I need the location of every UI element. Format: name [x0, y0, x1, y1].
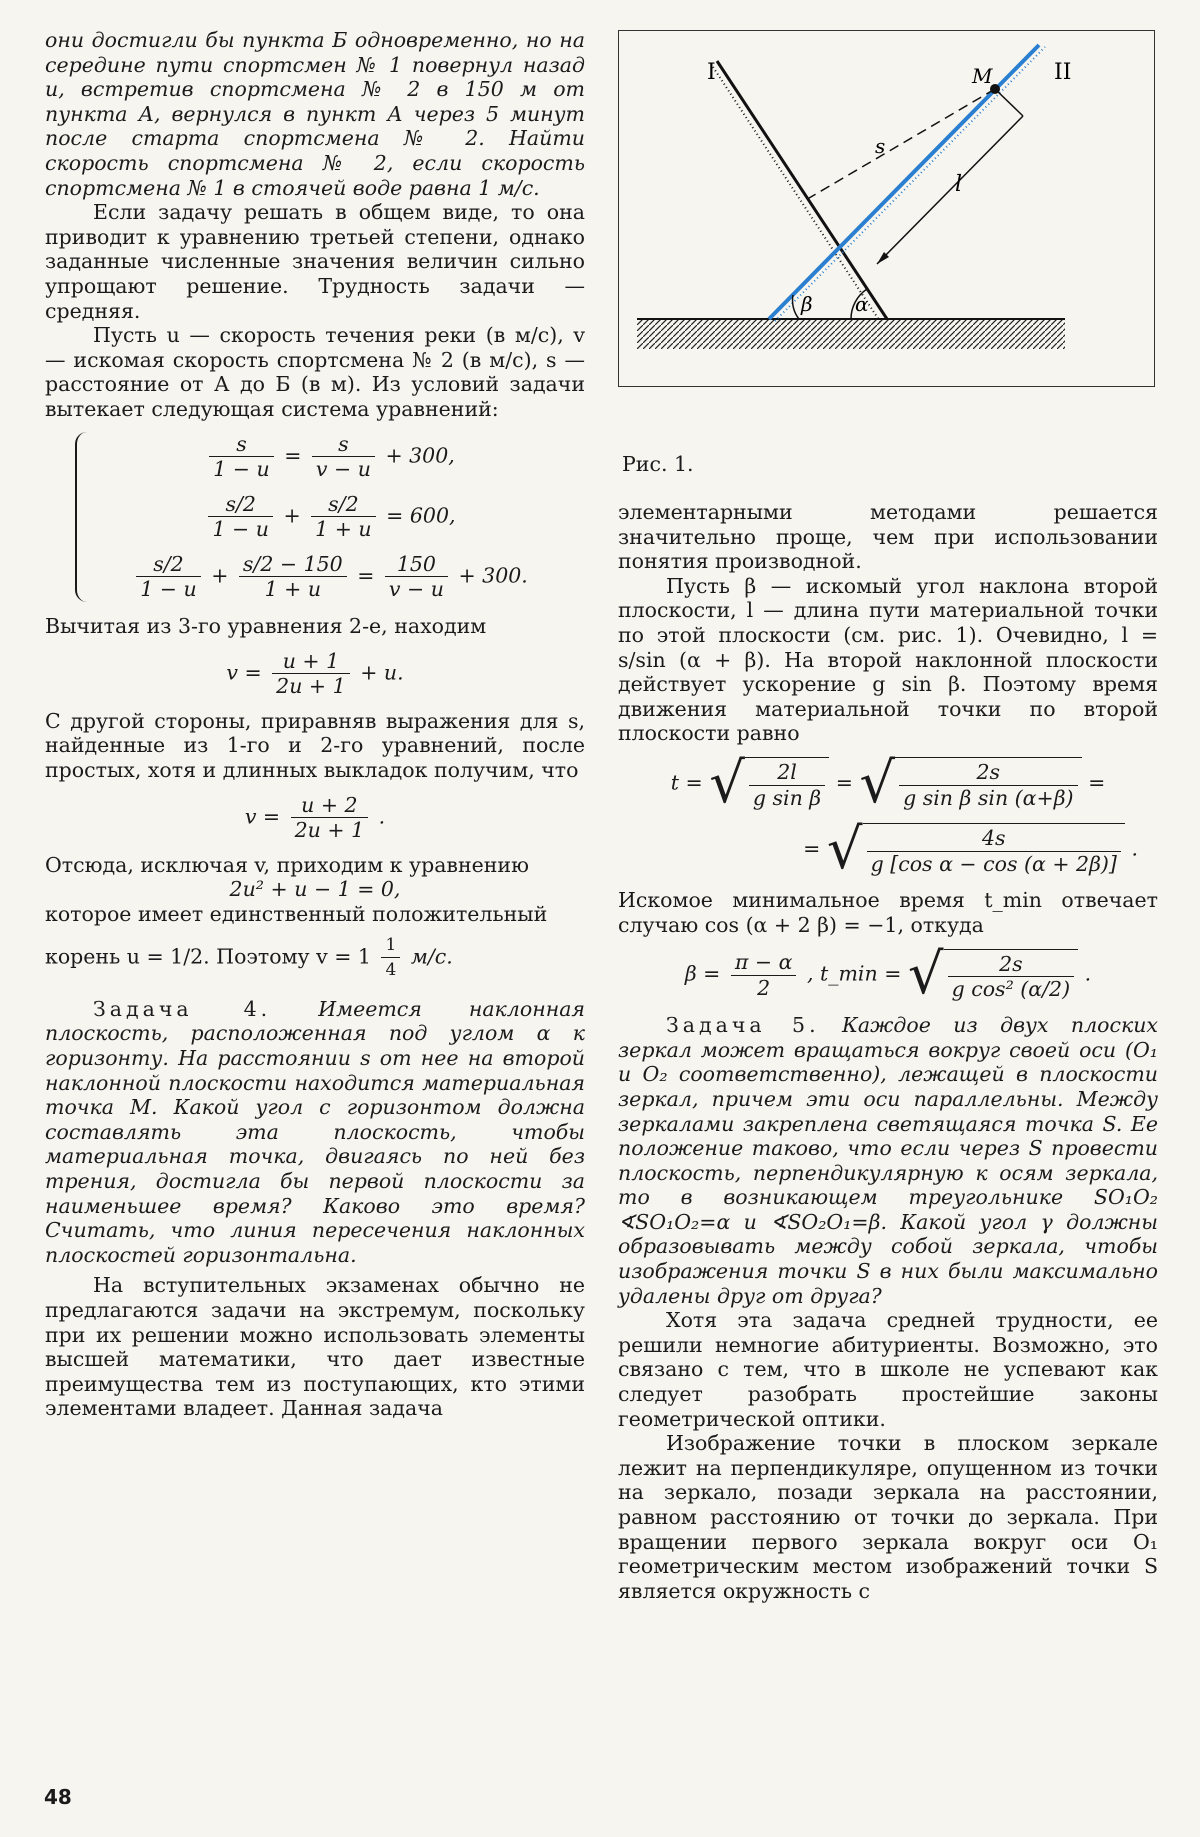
paragraph-extremum: На вступительных экзаменах обычно не предлагаются задачи на экстремум, поскольку при их решении можно использовать элементы высшей математики, что дает известные преимущества тем из поступающих, кто этими элементами владеет. Данная задача — [45, 1273, 585, 1421]
ground-hatch — [637, 319, 1065, 349]
page-number: 48 — [44, 1785, 72, 1809]
paragraph-tmin: Искомое минимальное время t_min отвечает случаю cos (α + 2 β) = −1, откуда — [618, 887, 1158, 937]
right-column — [618, 500, 1158, 1603]
label-beta: β — [801, 292, 813, 316]
system-row-2: $\frac{s/2}{1 - u}$ + $\frac{s/2}{1 + u}$ = 600, — [75, 492, 585, 542]
paragraph-root-1: которое имеет единственный положительный — [45, 902, 548, 926]
task4-statement: Задача 4. Имеется наклонная плоскость, расположенная под углом α к горизонту. На расстоянии s от нее на второй наклонной плоскости находится материальная точка М. Какой угол с горизонтом должна составлять эта плоскость, чтобы материальная точка, двигаясь по ней без трения, достигла бы первой плоскости за наименьшее время? Каково это время? Считать, что линия пересечения наклонных плоскостей горизонтальна. — [45, 996, 585, 1267]
plane-I-hatch — [713, 67, 881, 323]
paragraph-beta-def: Пусть β — искомый угол наклона второй плоскости, l — длина пути материальной точки по этой плоскости (см. рис. 1). Очевидно, l = s/sin (α + β). На второй наклонной плоскости действует ускорение g sin β. Поэтому время движения материальной точки по второй плоскости равно — [618, 573, 1158, 746]
paragraph-root-2: корень u = 1/2. Поэтому v = 1 $\frac{1}{4}$ м/с. — [45, 934, 453, 981]
figure-svg — [619, 31, 1154, 386]
figure-caption: Рис. 1. — [622, 452, 694, 476]
paragraph-elementary: элементарными методами решается значительно проще, чем при использовании понятия производной. — [618, 500, 1158, 574]
task4-label: Задача 4. — [93, 996, 272, 1021]
equation-quadratic: 2u² + u − 1 = 0, — [229, 877, 401, 902]
paragraph-mirror-image: Изображение точки в плоском зеркале лежит на перпендикуляре, опущенном из точки на зеркало, позади зеркала на расстоянии, равном расстоянию от точки до зеркала. При вращении первого зеркала вокруг оси O₁ геометрическим местом изображений точки S является окружность с — [618, 1431, 1158, 1603]
plane-II-hatch — [775, 47, 1045, 321]
paragraph-notation: Пусть u — скорость течения реки (в м/с), v — искомая скорость спортсмена № 2 (в м/с), s — расстояние от А до Б (в м). Из условий задачи вытекает следующая система уравнений: — [45, 323, 585, 421]
equation-time-1: t = √ $\frac{2l}{\text{g sin β}}$ = √ $\frac{2s}{\text{g sin β sin (α+β)}}$ = — [670, 750, 1106, 816]
equation-beta-tmin: β = $\frac{\pi - \alpha}{2}$ , t_min = √ $\frac{2s}{\text{g cos² (α/2)}}$ . — [684, 942, 1092, 1008]
system-brace — [75, 432, 87, 603]
task5-label: Задача 5. — [666, 1013, 820, 1038]
task5-statement: Задача 5. Каждое из двух плоских зеркал может вращаться вокруг своей оси (O₁ и O₂ соответственно), лежащей в плоскости зеркал, причем эти оси параллельны. Между зеркалами закреплена светящаяся точка S. Ее положение таково, что если через S провести плоскость, перпендикулярную к осям зеркала, то в возникающем треугольнике SO₁O₂ ∢SO₁O₂=α и ∢SO₂O₁=β. Какой угол γ должны образовывать между собой зеркала, чтобы изображения точки S в них были максимально удалены друг от друга? — [618, 1013, 1158, 1308]
plane-I — [717, 61, 887, 319]
left-column — [45, 28, 585, 1421]
label-M: M — [972, 64, 993, 88]
label-l: l — [955, 172, 963, 197]
label-s: s — [875, 134, 886, 158]
equation-v-2: v = $\frac{u + 2}{2u + 1}$ . — [244, 792, 386, 843]
paragraph-subtract: Вычитая из 3-го уравнения 2-е, находим — [45, 614, 487, 639]
paragraph-task3-end: они достигли бы пункта Б одновременно, но на середине пути спортсмен № 1 повернул назад и, встретив спортсмена № 2 в 150 м от пункта А, вернулся в пункт А через 5 минут после старта спортсмена № 2. Найти скорость спортсмена № 2, если скорость спортсмена № 1 в стоячей воде равна 1 м/с. — [45, 28, 585, 200]
system-row-1: $\frac{s}{1 - u}$ = $\frac{s}{v - u}$ + 300, — [75, 432, 585, 482]
equation-system — [45, 432, 585, 603]
paragraph-other-side: С другой стороны, приравняв выражения для s, найденные из 1-го и 2-го уравнений, после простых, хотя и длинных выкладок получим, что — [45, 708, 585, 783]
equation-v-1: v = $\frac{u + 1}{2u + 1}$ + u. — [226, 648, 404, 699]
length-l-tick — [995, 89, 1023, 116]
paragraph-difficulty: Если задачу решать в общем виде, то она приводит к уравнению третьей степени, однако заданные численные значения величин сильно упрощают решение. Трудность задачи — средняя. — [45, 200, 585, 323]
paragraph-few-solved: Хотя эта задача средней трудности, ее решили немногие абитуриенты. Возможно, это связано с тем, что в школе не успевают как следует разобрать простейшие законы геометрической оптики. — [618, 1308, 1158, 1431]
paragraph-exclude-v: Отсюда, исключая v, приходим к уравнению — [45, 852, 529, 877]
figure-inclined-planes — [618, 30, 1155, 387]
equation-time-2: = √ $\frac{4s}{\text{g [cos α − cos (α + 2β)]}}$ . — [803, 816, 1138, 882]
label-I: I — [707, 60, 716, 85]
label-II: II — [1054, 60, 1072, 85]
system-row-3: $\frac{s/2}{1 - u}$ + $\frac{s/2 - 150}{1 + u}$ = $\frac{150}{v - u}$ + 300. — [75, 552, 585, 602]
label-alpha: α — [855, 292, 869, 316]
